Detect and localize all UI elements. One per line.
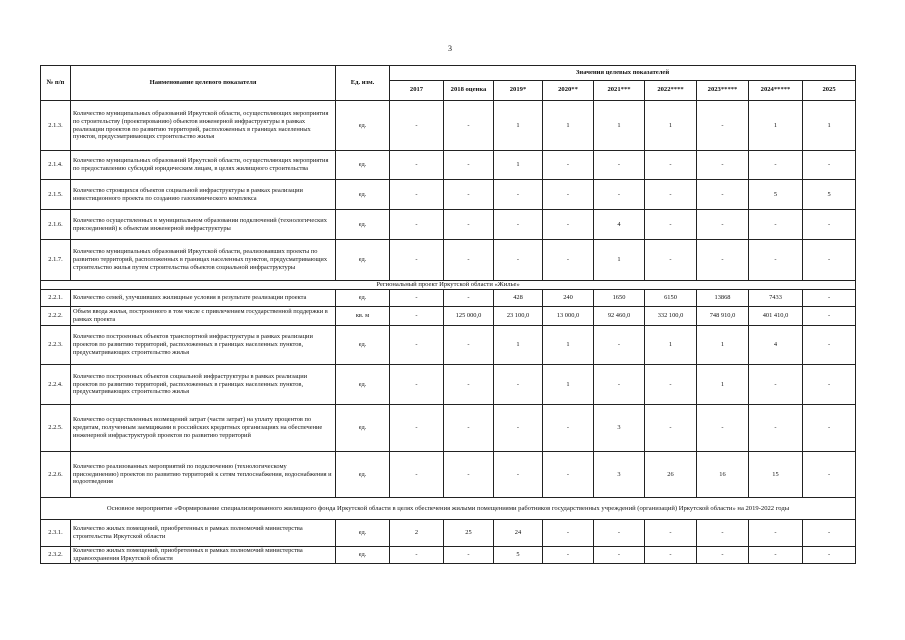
value-cell: - — [390, 405, 444, 452]
row-number: 2.2.5. — [41, 405, 71, 452]
value-cell: - — [444, 405, 494, 452]
value-cell: - — [749, 520, 803, 547]
value-cell: - — [803, 307, 856, 326]
value-cell: 240 — [543, 290, 594, 307]
value-cell: - — [390, 290, 444, 307]
indicator-name: Количество осуществленных возмещений затрат (части затрат) на уплату процентов по кредитам, полученным заемщиками в российских кредитных организациях на обеспечение инженерной инфраструктурой проектов по развитию территорий — [71, 405, 336, 452]
value-cell: - — [697, 520, 749, 547]
value-cell: - — [697, 210, 749, 240]
value-cell: - — [803, 326, 856, 365]
value-cell: - — [803, 365, 856, 405]
value-cell: - — [749, 151, 803, 180]
table-row — [41, 290, 856, 307]
indicator-name: Количество жилых помещений, приобретенных в рамках полномочий министерства строительства Иркутской области — [71, 520, 336, 547]
unit-cell: кв. м — [336, 307, 390, 326]
value-cell: 25 — [444, 520, 494, 547]
table-row — [41, 240, 856, 281]
unit-cell: ед. — [336, 326, 390, 365]
row-number: 2.3.2. — [41, 547, 71, 564]
value-cell: 401 410,0 — [749, 307, 803, 326]
value-cell: 13868 — [697, 290, 749, 307]
value-cell: - — [444, 452, 494, 498]
value-cell: - — [697, 180, 749, 210]
value-cell: - — [444, 101, 494, 151]
row-number: 2.2.1. — [41, 290, 71, 307]
value-cell: - — [697, 240, 749, 281]
value-cell: - — [494, 405, 543, 452]
value-cell: 1 — [749, 101, 803, 151]
value-cell: 92 460,0 — [594, 307, 645, 326]
table-row — [41, 365, 856, 405]
header-indicator-name: Наименование целевого показателя — [71, 66, 336, 101]
value-cell: - — [543, 151, 594, 180]
value-cell: - — [697, 151, 749, 180]
value-cell: - — [645, 547, 697, 564]
value-cell: 748 910,0 — [697, 307, 749, 326]
value-cell: - — [645, 405, 697, 452]
value-cell: - — [494, 452, 543, 498]
header-year: 2018 оценка — [444, 81, 494, 101]
value-cell: 1 — [803, 101, 856, 151]
indicator-name: Количество семей, улучшивших жилищные условия в результате реализации проекта — [71, 290, 336, 307]
value-cell: - — [645, 180, 697, 210]
unit-cell: ед. — [336, 240, 390, 281]
value-cell: 1 — [543, 326, 594, 365]
value-cell: - — [749, 210, 803, 240]
value-cell: - — [645, 365, 697, 405]
target-indicators-table — [40, 65, 856, 564]
value-cell: - — [594, 326, 645, 365]
value-cell: 4 — [594, 210, 645, 240]
table-row — [41, 547, 856, 564]
indicator-name: Количество жилых помещений, приобретенных в рамках полномочий министерства здравоохранения Иркутской области — [71, 547, 336, 564]
header-year: 2019* — [494, 81, 543, 101]
value-cell: - — [697, 547, 749, 564]
value-cell: 1 — [494, 151, 543, 180]
value-cell: 4 — [749, 326, 803, 365]
value-cell: 6150 — [645, 290, 697, 307]
value-cell: - — [543, 547, 594, 564]
unit-cell: ед. — [336, 210, 390, 240]
indicator-name: Количество осуществленных в муниципальном образовании подключений (технологических присоединений) к объектам инженерной инфраструктуры — [71, 210, 336, 240]
row-number: 2.1.6. — [41, 210, 71, 240]
value-cell: 428 — [494, 290, 543, 307]
value-cell: - — [543, 180, 594, 210]
header-unit: Ед. изм. — [336, 66, 390, 101]
value-cell: 5 — [803, 180, 856, 210]
value-cell: - — [803, 547, 856, 564]
value-cell: 1 — [543, 101, 594, 151]
header-year: 2024***** — [749, 81, 803, 101]
value-cell: 7433 — [749, 290, 803, 307]
row-number: 2.1.7. — [41, 240, 71, 281]
value-cell: - — [390, 151, 444, 180]
value-cell: 1 — [494, 101, 543, 151]
row-number: 2.1.5. — [41, 180, 71, 210]
row-number: 2.3.1. — [41, 520, 71, 547]
value-cell: - — [697, 101, 749, 151]
indicator-name: Количество строящихся объектов социальной инфраструктуры в рамках реализации инвестиционного проекта по созданию газохимического комплекса — [71, 180, 336, 210]
value-cell: 3 — [594, 452, 645, 498]
indicator-name: Количество муниципальных образований Иркутской области, осуществляющих мероприятия по предоставлению субсидий юридическим лицам, в целях жилищного строительства — [71, 151, 336, 180]
value-cell: 13 000,0 — [543, 307, 594, 326]
value-cell: 5 — [494, 547, 543, 564]
table-row — [41, 151, 856, 180]
header-year: 2023***** — [697, 81, 749, 101]
table-row — [41, 520, 856, 547]
value-cell: 1 — [494, 326, 543, 365]
value-cell: - — [803, 151, 856, 180]
value-cell: - — [543, 452, 594, 498]
value-cell: - — [390, 307, 444, 326]
value-cell: 24 — [494, 520, 543, 547]
header-year: 2025 — [803, 81, 856, 101]
value-cell: 1 — [543, 365, 594, 405]
value-cell: - — [803, 452, 856, 498]
unit-cell: ед. — [336, 365, 390, 405]
value-cell: - — [444, 210, 494, 240]
value-cell: 2 — [390, 520, 444, 547]
header-year: 2020** — [543, 81, 594, 101]
indicator-name: Количество муниципальных образований Иркутской области, осуществляющих мероприятия по строительству (проектированию) объектов инженерной инфраструктуры в рамках реализации проектов по развитию территорий, расположенных в границах населенных пунктов, предусматривающих строительство жилья — [71, 101, 336, 151]
value-cell: 15 — [749, 452, 803, 498]
value-cell: 23 100,0 — [494, 307, 543, 326]
value-cell: - — [444, 151, 494, 180]
value-cell: - — [594, 151, 645, 180]
unit-cell: ед. — [336, 290, 390, 307]
value-cell: - — [494, 365, 543, 405]
value-cell: - — [803, 210, 856, 240]
value-cell: - — [749, 240, 803, 281]
unit-cell: ед. — [336, 405, 390, 452]
value-cell: 125 000,0 — [444, 307, 494, 326]
value-cell: - — [594, 547, 645, 564]
value-cell: - — [645, 240, 697, 281]
value-cell: - — [645, 210, 697, 240]
row-number: 2.2.3. — [41, 326, 71, 365]
header-year: 2022**** — [645, 81, 697, 101]
unit-cell: ед. — [336, 520, 390, 547]
value-cell: 1 — [697, 326, 749, 365]
value-cell: - — [697, 405, 749, 452]
section-title: Основное мероприятие «Формирование специализированного жилищного фонда Иркутской области в целях обеспечения жилыми помещениями работников государственных учреждений (организаций) Иркутской области» на 2019-2022 годы — [41, 498, 856, 520]
indicator-name: Количество построенных объектов транспортной инфраструктуры в рамках реализации проектов по развитию территорий, расположенных в границах населенных пунктов, предусматривающих строительство жилья — [71, 326, 336, 365]
value-cell: - — [390, 452, 444, 498]
value-cell: - — [543, 520, 594, 547]
value-cell: 1 — [594, 101, 645, 151]
value-cell: - — [543, 240, 594, 281]
table-row — [41, 326, 856, 365]
value-cell: 1 — [645, 101, 697, 151]
table-row — [41, 307, 856, 326]
value-cell: - — [803, 290, 856, 307]
value-cell: - — [390, 365, 444, 405]
value-cell: - — [645, 151, 697, 180]
unit-cell: ед. — [336, 452, 390, 498]
row-number: 2.2.2. — [41, 307, 71, 326]
row-number: 2.1.3. — [41, 101, 71, 151]
value-cell: - — [803, 405, 856, 452]
value-cell: 3 — [594, 405, 645, 452]
value-cell: 1 — [697, 365, 749, 405]
value-cell: - — [390, 210, 444, 240]
indicator-name: Количество реализованных мероприятий по подключению (технологическому присоединению) проектов по развитию территорий к сетям теплоснабжения, водоснабжения и водоотведения — [71, 452, 336, 498]
value-cell: - — [390, 240, 444, 281]
header-year: 2021*** — [594, 81, 645, 101]
table-row — [41, 405, 856, 452]
value-cell: - — [444, 180, 494, 210]
unit-cell: ед. — [336, 101, 390, 151]
value-cell: - — [594, 180, 645, 210]
value-cell: - — [749, 365, 803, 405]
table-row — [41, 180, 856, 210]
value-cell: - — [594, 520, 645, 547]
section-row — [41, 498, 856, 520]
row-number: 2.1.4. — [41, 151, 71, 180]
value-cell: - — [494, 180, 543, 210]
value-cell: 5 — [749, 180, 803, 210]
value-cell: - — [543, 405, 594, 452]
value-cell: - — [543, 210, 594, 240]
value-cell: - — [444, 326, 494, 365]
header-values-title: Значения целевых показателей — [390, 66, 856, 81]
section-title: Региональный проект Иркутской области «Жилье» — [41, 281, 856, 290]
value-cell: - — [390, 547, 444, 564]
value-cell: - — [803, 520, 856, 547]
table-row — [41, 452, 856, 498]
value-cell: 1650 — [594, 290, 645, 307]
value-cell: - — [444, 365, 494, 405]
row-number: 2.2.6. — [41, 452, 71, 498]
table-row — [41, 101, 856, 151]
page-number: 3 — [448, 44, 452, 53]
indicator-name: Объем ввода жилья, построенного в том числе с привлечением государственной поддержки в рамках проекта — [71, 307, 336, 326]
row-number: 2.2.4. — [41, 365, 71, 405]
header-number: № п/п — [41, 66, 71, 101]
value-cell: - — [390, 180, 444, 210]
value-cell: - — [444, 290, 494, 307]
value-cell: 1 — [594, 240, 645, 281]
value-cell: - — [594, 365, 645, 405]
value-cell: - — [645, 520, 697, 547]
value-cell: 1 — [645, 326, 697, 365]
value-cell: 26 — [645, 452, 697, 498]
value-cell: - — [390, 101, 444, 151]
header-year: 2017 — [390, 81, 444, 101]
value-cell: - — [444, 547, 494, 564]
value-cell: - — [444, 240, 494, 281]
unit-cell: ед. — [336, 180, 390, 210]
section-row — [41, 281, 856, 290]
table-row — [41, 210, 856, 240]
value-cell: - — [803, 240, 856, 281]
value-cell: - — [494, 210, 543, 240]
indicator-name: Количество построенных объектов социальной инфраструктуры в рамках реализации проектов по развитию территорий, расположенных в границах населенных пунктов, предусматривающих строительство жилья — [71, 365, 336, 405]
unit-cell: ед. — [336, 547, 390, 564]
value-cell: - — [390, 326, 444, 365]
indicator-name: Количество муниципальных образований Иркутской области, реализовавших проекты по развитию территорий, расположенных в границах населенных пунктов, предусматривающих строительство жилья путем строительства объектов социальной инфраструктуры — [71, 240, 336, 281]
value-cell: - — [749, 547, 803, 564]
unit-cell: ед. — [336, 151, 390, 180]
value-cell: 332 100,0 — [645, 307, 697, 326]
value-cell: 16 — [697, 452, 749, 498]
value-cell: - — [494, 240, 543, 281]
value-cell: - — [749, 405, 803, 452]
